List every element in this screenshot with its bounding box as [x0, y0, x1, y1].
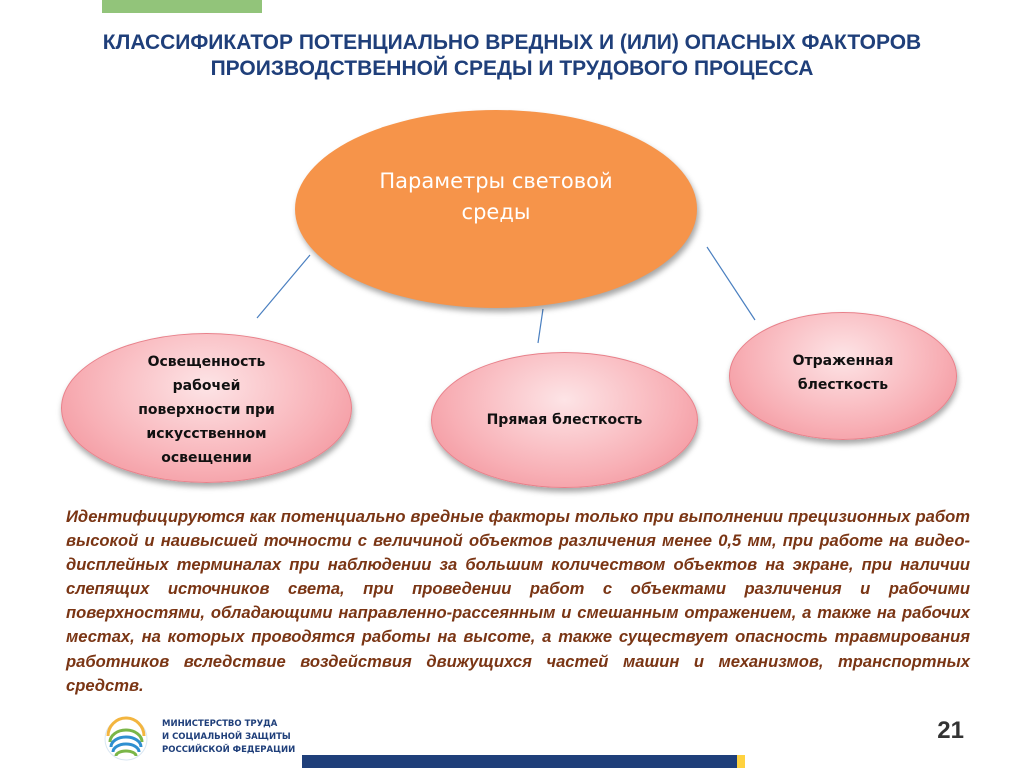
node-illumination-line-1: Освещенность [147, 354, 266, 370]
title-line-1: КЛАССИФИКАТОР ПОТЕНЦИАЛЬНО ВРЕДНЫХ И (ИЛИ) ОПАСНЫХ ФАКТОРОВ [102, 31, 922, 54]
bottom-bar [302, 755, 737, 768]
ministry-line-1: МИНИСТЕРСТВО ТРУДА [162, 719, 278, 729]
node-direct-glare [431, 352, 698, 488]
identification-note: Идентифицируются как потенциально вредные факторы только при выполнении прецизионных работ высокой и наивысшей точности с величиной объектов различения менее 0,5 мм, при работе на видео-дисплейных терминалах при наблюдении за большим количеством объектов на экране, при наличии слепящих источников света, при проведении работ с объектами различения и рабочими поверхностями, обладающими направленно-рассеянным и смешанным отражением, а также на рабочих местах, на которых проводятся работы на высоте, а также существует опасность травмирования работников вследствие воздействия движущихся частей машин и механизмов, транспортных средств. [66, 507, 970, 695]
ministry-block [104, 712, 334, 766]
connector-right [707, 247, 755, 320]
main-node-light-parameters [295, 110, 697, 308]
ministry-line-3: РОССИЙСКОЙ ФЕДЕРАЦИИ [162, 745, 296, 755]
node-direct-glare-label: Прямая блесткость [486, 412, 643, 428]
node-reflected-glare-line-1: Отраженная [792, 353, 894, 369]
page-number: 21 [937, 717, 964, 744]
node-illumination-line-4: искусственном [146, 426, 267, 442]
ministry-name [162, 718, 352, 757]
node-illumination [61, 333, 352, 483]
connector-left [257, 255, 310, 318]
node-reflected-glare-line-2: блесткость [797, 377, 889, 393]
bottom-bar-accent [737, 755, 745, 768]
node-illumination-line-5: освещении [161, 450, 252, 466]
node-illumination-line-2: рабочей [172, 378, 241, 394]
ministry-line-2: И СОЦИАЛЬНОЙ ЗАЩИТЫ [162, 732, 291, 742]
node-reflected-glare [729, 312, 957, 440]
ministry-logo-icon [104, 716, 148, 762]
node-illumination-line-3: поверхности при [138, 402, 275, 418]
title-line-2: ПРОИЗВОДСТВЕННОЙ СРЕДЫ И ТРУДОВОГО ПРОЦЕССА [210, 57, 814, 80]
main-node-line-2: среды [461, 200, 531, 224]
main-node-line-1: Параметры световой [379, 169, 613, 193]
connector-center [538, 309, 543, 343]
